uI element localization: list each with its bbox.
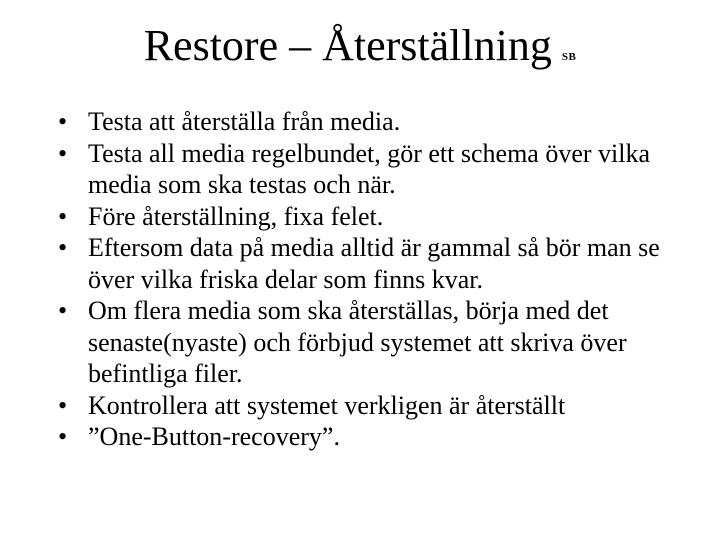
bullet-text: Testa att återställa från media. <box>88 107 401 136</box>
bullet-text: Kontrollera att systemet verkligen är återställt <box>88 390 566 420</box>
bullet-icon: • <box>58 138 68 168</box>
list-item <box>58 295 698 390</box>
bullet-list <box>58 106 698 453</box>
list-item <box>58 138 698 201</box>
bullet-icon: • <box>58 233 68 262</box>
list-item <box>58 232 698 295</box>
bullet-icon: • <box>58 390 68 420</box>
bullet-text: Före återställning, fixa felet. <box>88 201 384 231</box>
bullet-text: Eftersom data på media alltid är gammal så bör man se över vilka friska delar som finns kvar. <box>88 233 660 294</box>
list-item <box>58 390 698 422</box>
bullet-icon: • <box>58 107 68 136</box>
bullet-text: Testa all media regelbundet, gör ett schema över vilka media som ska testas och när. <box>88 138 651 199</box>
slide-title <box>0 18 720 85</box>
slide-title-text: Restore – Återställning <box>143 21 552 70</box>
bullet-icon: • <box>58 201 68 231</box>
list-item <box>58 201 698 233</box>
author-tag: SB <box>561 51 577 63</box>
list-item <box>58 421 698 453</box>
bullet-icon: • <box>58 296 68 325</box>
bullet-text: ”One-Button-recovery”. <box>88 422 340 451</box>
list-item <box>58 106 698 138</box>
bullet-icon: • <box>58 422 68 451</box>
bullet-text: Om flera media som ska återställas, börja med det senaste(nyaste) och förbjud systemet att skriva över befintliga filer. <box>88 296 627 388</box>
